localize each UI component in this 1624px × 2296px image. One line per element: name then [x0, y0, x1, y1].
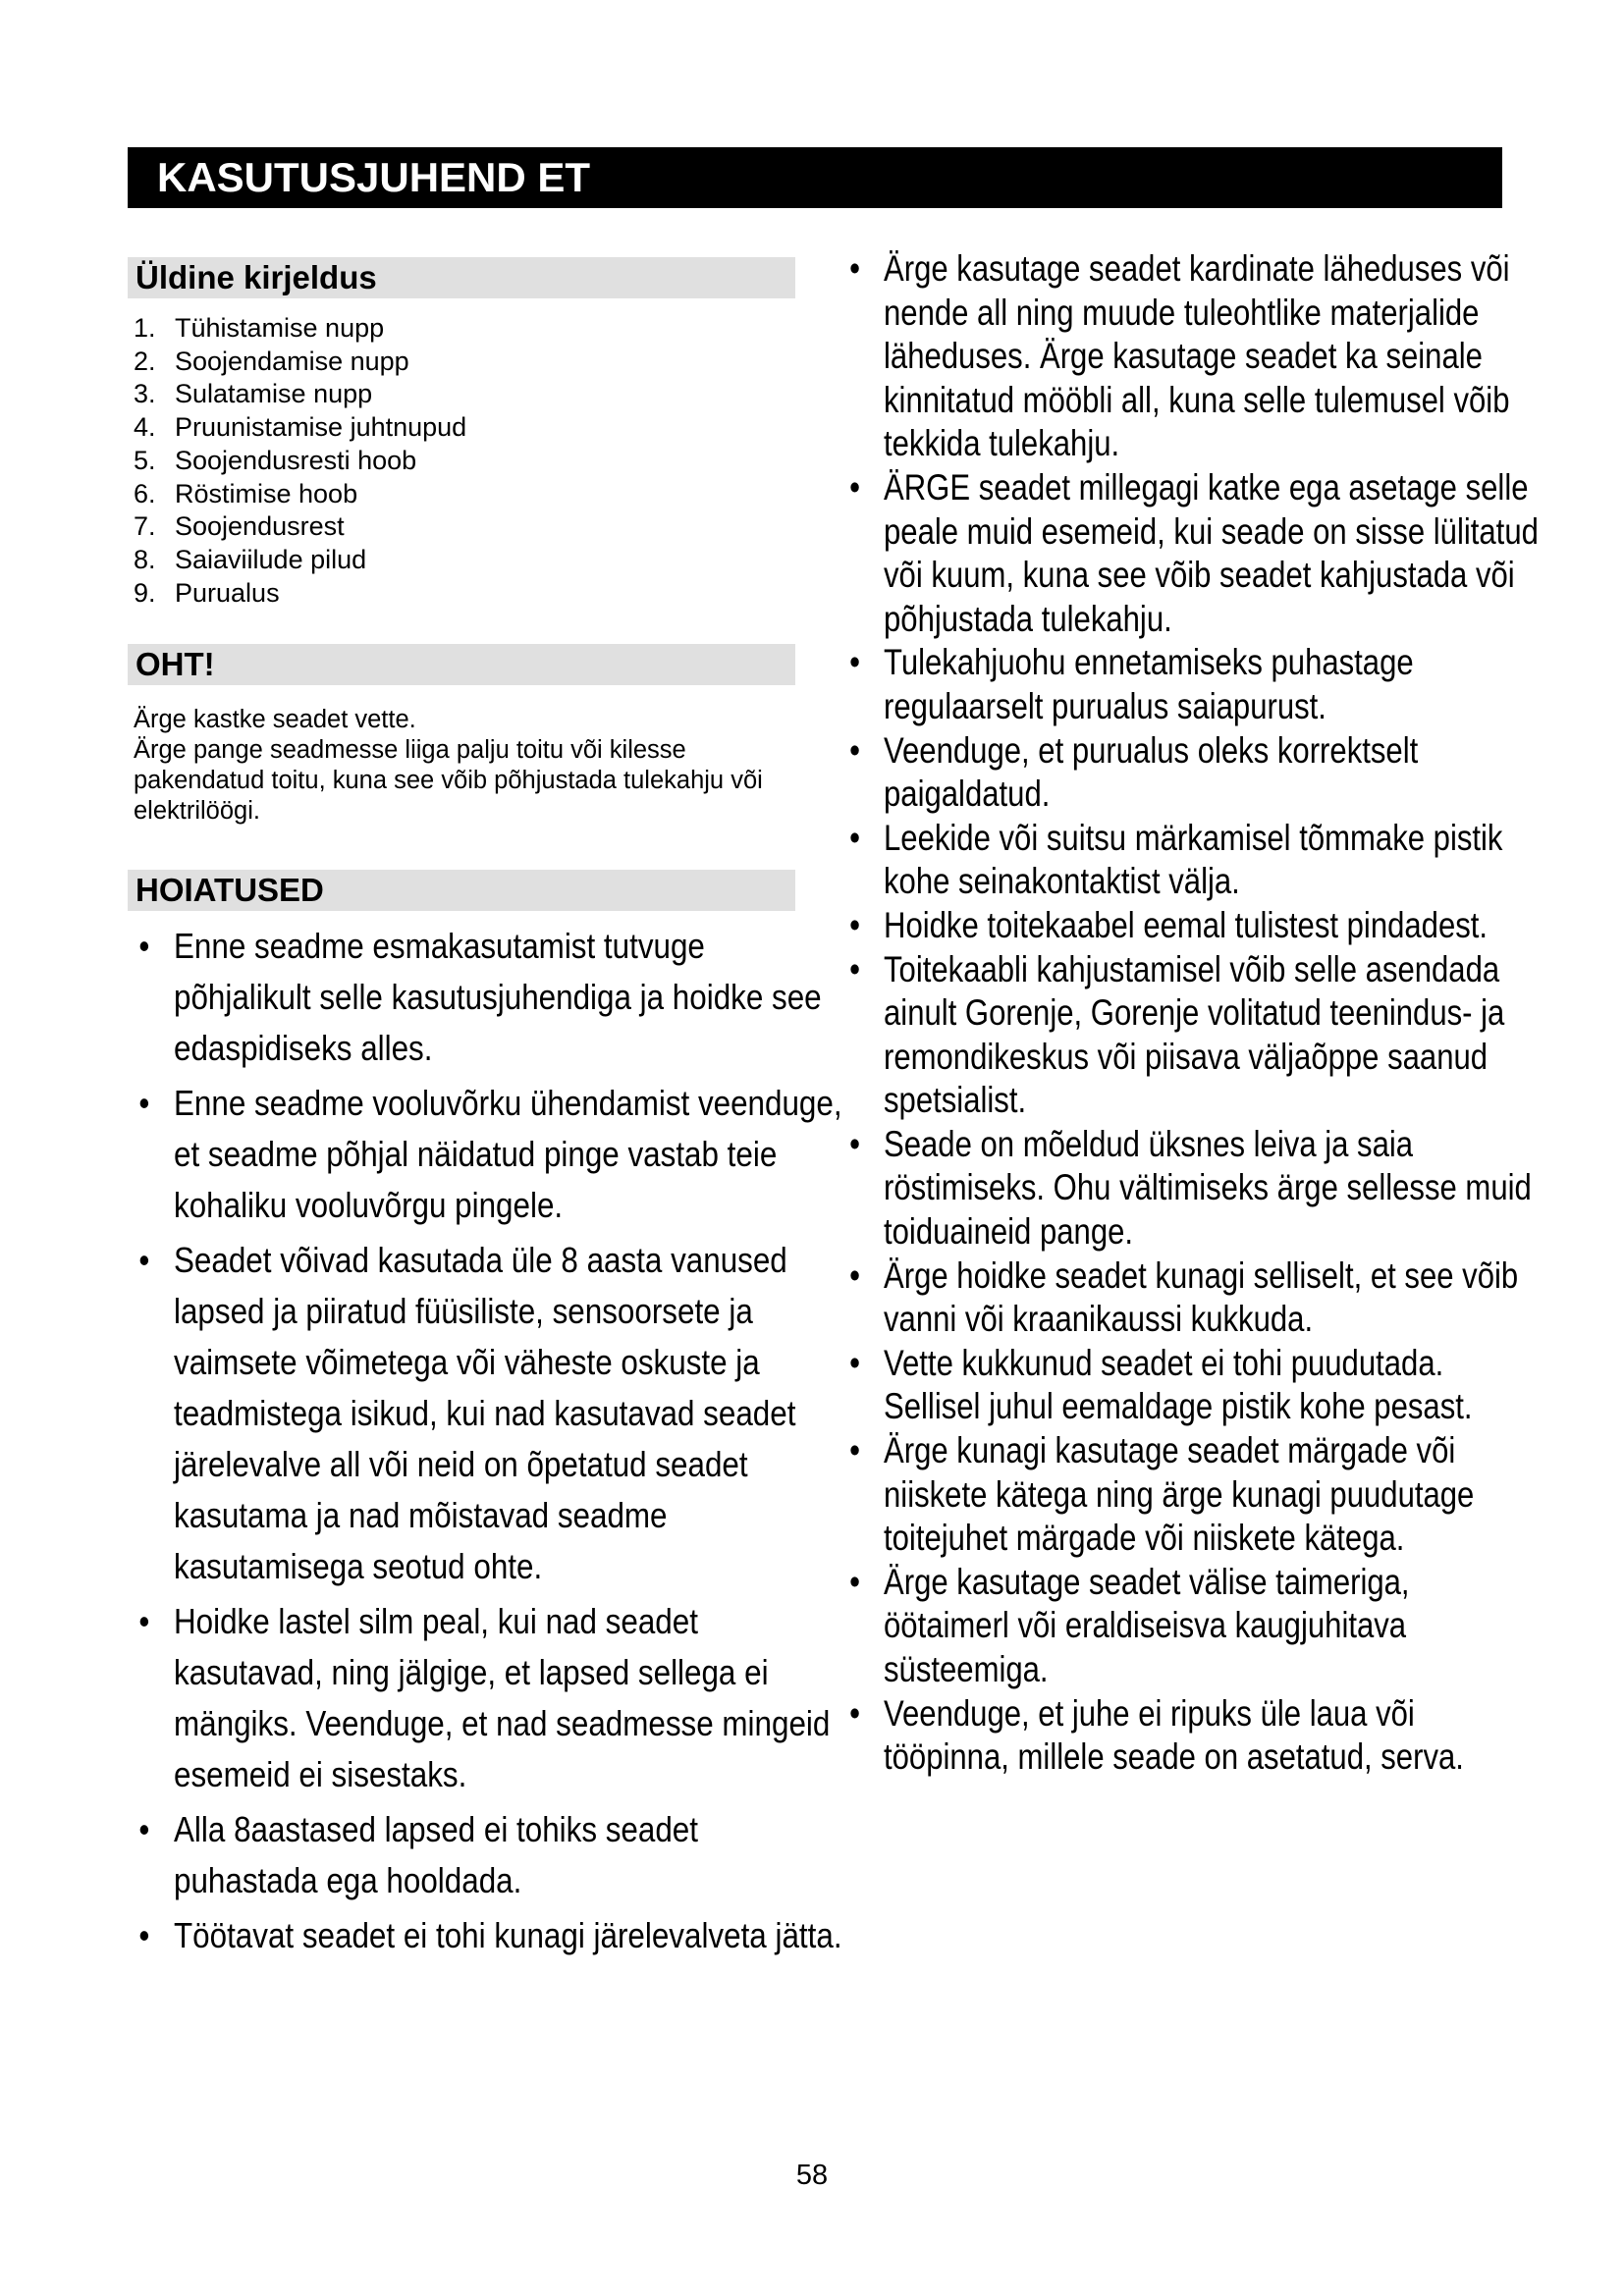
- bullet-icon: •: [849, 1342, 861, 1383]
- warning-item: • Tulekahjuohu ennetamiseks puhastage regulaarselt purualus saiapurust.: [842, 641, 1543, 728]
- list-item: 6. Röstimise hoob: [134, 478, 358, 508]
- bullet-icon: •: [849, 948, 861, 989]
- bullet-icon: •: [849, 248, 861, 289]
- warnings-heading: HOIATUSED: [128, 870, 795, 911]
- warning-item: • Seadet võivad kasutada üle 8 aasta vanused lapsed ja piiratud füüsiliste, sensoorsete ja vaimsete võimetega või väheste oskuste ja teadmistega isikud, kui nad kasutavad seadet järelevalve all või neid on õpetatud seadet kasutama ja nad mõistavad seadme kasutamisega seotud ohte.: [132, 1235, 849, 1592]
- warning-item: • Seade on mõeldud üksnes leiva ja saia röstimiseks. Ohu vältimiseks ärge sellesse muid toiduaineid pange.: [842, 1123, 1543, 1255]
- bullet-icon: •: [849, 1561, 861, 1602]
- bullet-icon: •: [849, 1692, 861, 1734]
- list-item: 9. Purualus: [134, 577, 280, 608]
- bullet-icon: •: [138, 1601, 150, 1641]
- list-item: 5. Soojendusresti hoob: [134, 445, 417, 475]
- danger-paragraph: Ärge kastke seadet vette.: [134, 706, 416, 733]
- warning-item: • Töötavat seadet ei tohi kunagi järelevalveta jätta.: [132, 1910, 849, 1961]
- bullet-icon: •: [138, 1083, 150, 1123]
- warning-item: • Leekide või suitsu märkamisel tõmmake pistik kohe seinakontaktist välja.: [842, 817, 1543, 904]
- warning-item: • Hoidke toitekaabel eemal tulistest pindadest.: [842, 904, 1543, 948]
- bullet-icon: •: [849, 642, 861, 683]
- warning-item: • Enne seadme esmakasutamist tutvuge põhjalikult selle kasutusjuhendiga ja hoidke see edaspidiseks alles.: [132, 921, 849, 1074]
- parts-list: [134, 312, 466, 610]
- warning-item: • Alla 8aastased lapsed ei tohiks seadet puhastada ega hooldada.: [132, 1804, 849, 1906]
- warning-item: • Enne seadme vooluvõrku ühendamist veenduge, et seadme põhjal näidatud pinge vastab teie kohaliku vooluvõrgu pingele.: [132, 1078, 849, 1231]
- bullet-icon: •: [849, 729, 861, 771]
- bullet-icon: •: [138, 1809, 150, 1849]
- warning-item: • Ärge kasutage seadet välise taimeriga, öötaimerl või eraldiseisva kaugjuhitava süsteemiga.: [842, 1561, 1543, 1692]
- danger-heading: OHT!: [128, 644, 795, 685]
- general-description-heading: Üldine kirjeldus: [128, 257, 795, 298]
- warning-item: • Toitekaabli kahjustamisel võib selle asendada ainult Gorenje, Gorenje volitatud teenindus- ja remondikeskus või piisava väljaõppe saanud spetsialist.: [842, 948, 1543, 1123]
- danger-text: [134, 705, 821, 827]
- list-item: 2. Soojendamise nupp: [134, 346, 409, 376]
- manual-header-bar: KASUTUSJUHEND ET: [128, 147, 1502, 208]
- warning-item: • Vette kukkunud seadet ei tohi puudutada. Sellisel juhul eemaldage pistik kohe pesast.: [842, 1342, 1543, 1429]
- warnings-list-right: [842, 247, 1539, 1780]
- bullet-icon: •: [138, 1915, 150, 1955]
- list-item: 7. Soojendusrest: [134, 511, 345, 542]
- warning-item: • Hoidke lastel silm peal, kui nad seadet kasutavad, ning jälgige, et lapsed sellega ei mängiks. Veenduge, et nad seadmesse mingeid esemeid ei sisestaks.: [132, 1596, 849, 1800]
- bullet-icon: •: [849, 466, 861, 507]
- warnings-list-left: [132, 921, 842, 1965]
- danger-paragraph: Ärge pange seadmesse liiga palju toitu või kilesse pakendatud toitu, kuna see võib põhjustada tulekahju või elektrilöögi.: [134, 736, 763, 825]
- list-item: 4. Pruunistamise juhtnupud: [134, 412, 467, 443]
- list-item: 8. Saiaviilude pilud: [134, 544, 367, 574]
- warning-item: • Ärge hoidke seadet kunagi selliselt, et see võib vanni või kraanikaussi kukkuda.: [842, 1255, 1543, 1342]
- warning-item: • Veenduge, et purualus oleks korrektselt paigaldatud.: [842, 729, 1543, 817]
- warning-item: • Ärge kunagi kasutage seadet märgade või niiskete kätega ning ärge kunagi puudutage toitejuhet märgade või niiskete kätega.: [842, 1429, 1543, 1561]
- warning-item: • ÄRGE seadet millegagi katke ega asetage selle peale muid esemeid, kui seade on sisse lülitatud või kuum, kuna see võib seadet kahjustada või põhjustada tulekahju.: [842, 466, 1543, 641]
- bullet-icon: •: [849, 1123, 861, 1164]
- bullet-icon: •: [138, 926, 150, 966]
- bullet-icon: •: [138, 1240, 150, 1280]
- bullet-icon: •: [849, 904, 861, 945]
- list-item: 3. Sulatamise nupp: [134, 379, 373, 409]
- bullet-icon: •: [849, 1255, 861, 1296]
- warning-item: • Veenduge, et juhe ei ripuks üle laua või tööpinna, millele seade on asetatud, serva.: [842, 1692, 1543, 1780]
- bullet-icon: •: [849, 1430, 861, 1471]
- bullet-icon: •: [849, 817, 861, 858]
- page-number: 58: [795, 2160, 829, 2191]
- warning-item: • Ärge kasutage seadet kardinate läheduses või nende all ning muude tuleohtlike materjalide läheduses. Ärge kasutage seadet ka seinale kinnitatud mööbli all, kuna selle tulemusel võib tekkida tulekahju.: [842, 247, 1543, 466]
- list-item: 1. Tühistamise nupp: [134, 313, 385, 343]
